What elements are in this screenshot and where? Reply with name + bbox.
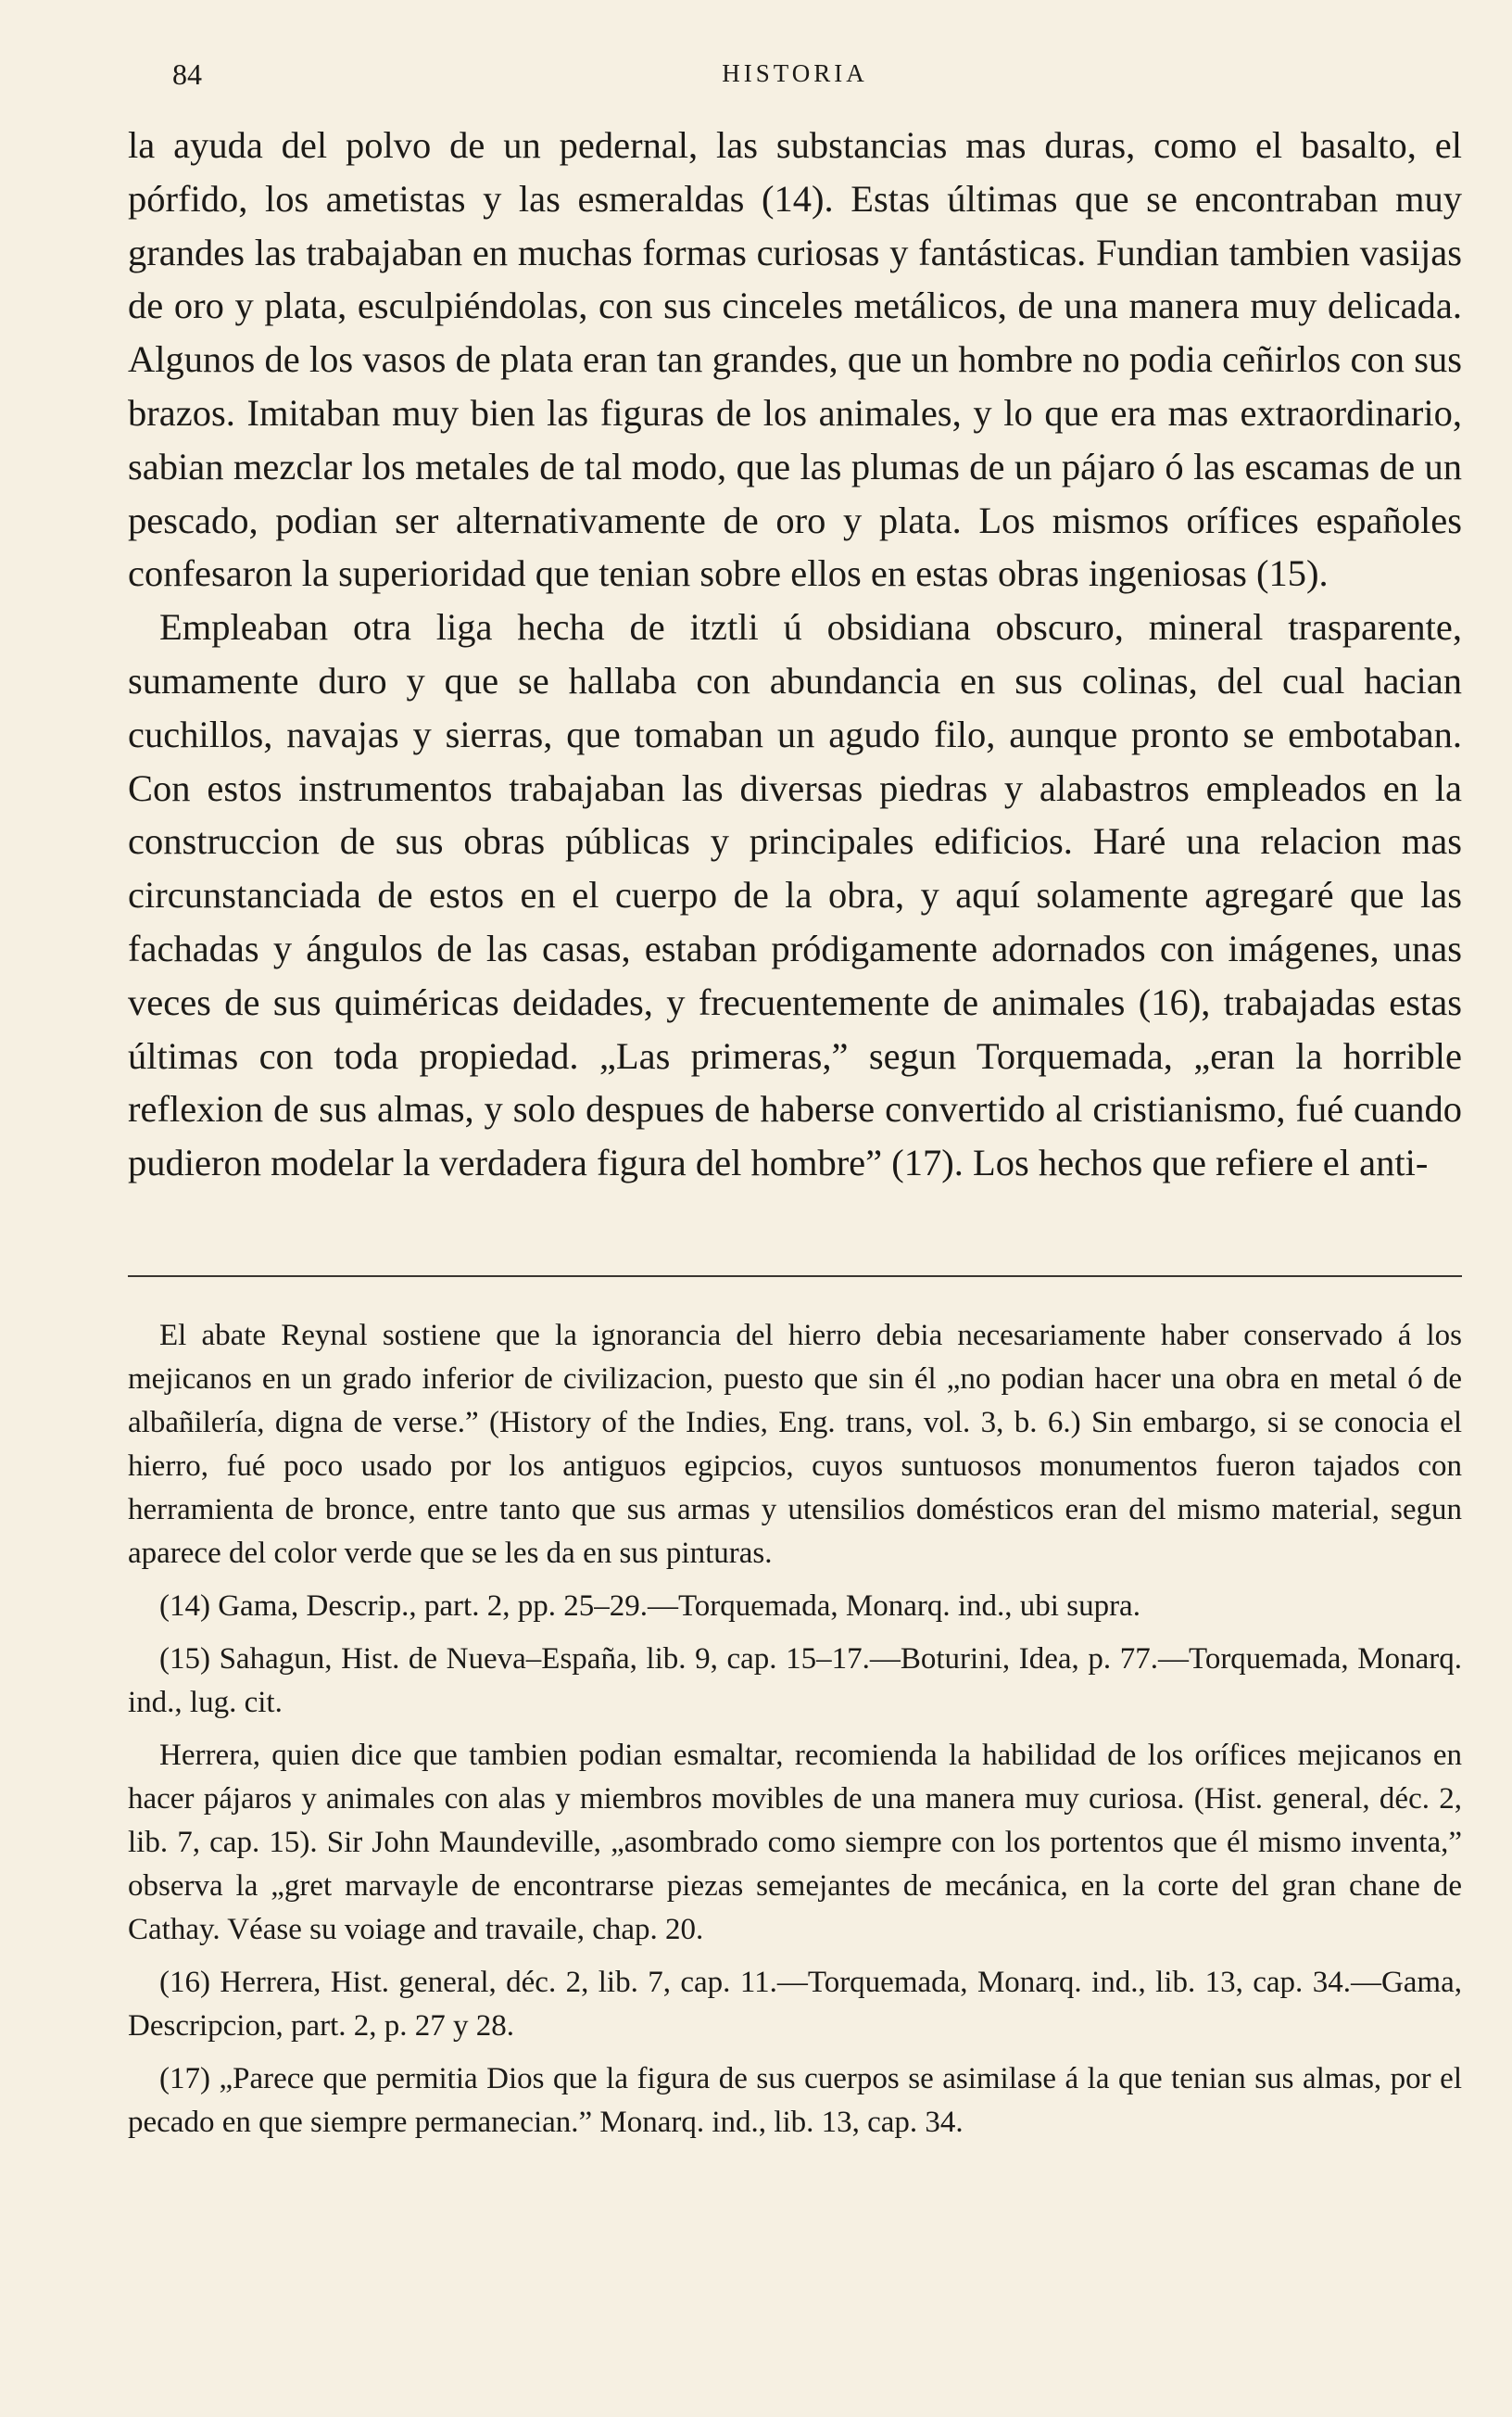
- footnote-separator: [128, 1275, 1462, 1277]
- footnote-14: (14) Gama, Descrip., part. 2, pp. 25–29.—Torquemada, Monarq. ind., ubi supra.: [159, 1588, 1140, 1623]
- page-number: 84: [172, 57, 202, 91]
- footnotes: [128, 1314, 1462, 2145]
- body-paragraph: la ayuda del polvo de un pedernal, las substancias mas duras, como el basalto, el pórfido, los ametistas y las esmeraldas (14). Estas últimas que se encontraban muy grandes las trabajaban en muchas formas curiosas y fantásticas. Fundian tambien vasijas de oro y plata, esculpiéndolas, con sus cinceles metálicos, de una manera muy delicada. Algunos de los vasos de plata eran tan grandes, que un hombre no podia ceñirlos con sus brazos. Imitaban muy bien las figuras de los animales, y lo que era mas extraordinario, sabian mezclar los metales de tal modo, que las plumas de un pájaro ó las escamas de un pescado, podian ser alternativamente de oro y plata. Los mismos orífices españoles confesaron la superioridad que tenian sobre ellos en estas obras ingeniosas (15).: [128, 124, 1462, 595]
- footnote-15-continuation: Herrera, quien dice que tambien podian esmaltar, recomienda la habilidad de los orífices mejicanos en hacer pájaros y animales con alas y miembros movibles de una manera muy curiosa. (Hist. general, déc. 2, lib. 7, cap. 15). Sir John Maundeville, „asombrado como siempre con los portentos que él mismo inventa,” observa la „gret marvayle de encontrarse piezas semejantes de mecánica, en la corte del gran chane de Cathay. Véase su voiage and travaile, chap. 20.: [128, 1738, 1462, 1946]
- footnote-carryover: El abate Reynal sostiene que la ignorancia del hierro debia necesariamente haber conservado á los mejicanos en un grado inferior de civilizacion, puesto que sin él „no podian hacer una obra en metal ó de albañilería, digna de verse.” (History of the Indies, Eng. trans, vol. 3, b. 6.) Sin embargo, si se conocia el hierro, fué poco usado por los antiguos egipcios, cuyos suntuosos monumentos fueron tajados con herramienta de bronce, entre tanto que sus armas y utensilios domésticos eran del mismo material, segun aparece del color verde que se les da en sus pinturas.: [128, 1318, 1462, 1570]
- book-page: [128, 52, 1462, 2154]
- footnote-17: (17) „Parece que permitia Dios que la figura de sus cuerpos se asimilase á la que tenian sus almas, por el pecado en que siempre permanecian.” Monarq. ind., lib. 13, cap. 34.: [128, 2061, 1462, 2139]
- footnote-15: (15) Sahagun, Hist. de Nueva–España, lib. 9, cap. 15–17.—Boturini, Idea, p. 77.—Torquemada, Monarq. ind., lug. cit.: [128, 1641, 1462, 1719]
- body-paragraph: Empleaban otra liga hecha de itztli ú obsidiana obscuro, mineral trasparente, sumamente duro y que se hallaba con abundancia en sus colinas, del cual hacian cuchillos, navajas y sierras, que tomaban un agudo filo, aunque pronto se embotaban. Con estos instrumentos trabajaban las diversas piedras y alabastros empleados en la construccion de sus obras públicas y principales edificios. Haré una relacion mas circunstanciada de estos en el cuerpo de la obra, y aquí solamente agregaré que las fachadas y ángulos de las casas, estaban pródigamente adornados con imágenes, unas veces de sus quiméricas deidades, y frecuentemente de animales (16), trabajadas estas últimas con toda propiedad. „Las primeras,” segun Torquemada, „eran la horrible reflexion de sus almas, y solo despues de haberse convertido al cristianismo, fué cuando pudieron modelar la verdadera figura del hombre” (17). Los hechos que refiere el anti-: [128, 606, 1462, 1184]
- main-text: [128, 119, 1462, 1190]
- footnote-16: (16) Herrera, Hist. general, déc. 2, lib. 7, cap. 11.—Torquemada, Monarq. ind., lib. 13, cap. 34.—Gama, Descripcion, part. 2, p. 27 y 28.: [128, 1965, 1462, 2043]
- running-title: HISTORIA: [722, 59, 868, 87]
- running-head: [128, 52, 1462, 98]
